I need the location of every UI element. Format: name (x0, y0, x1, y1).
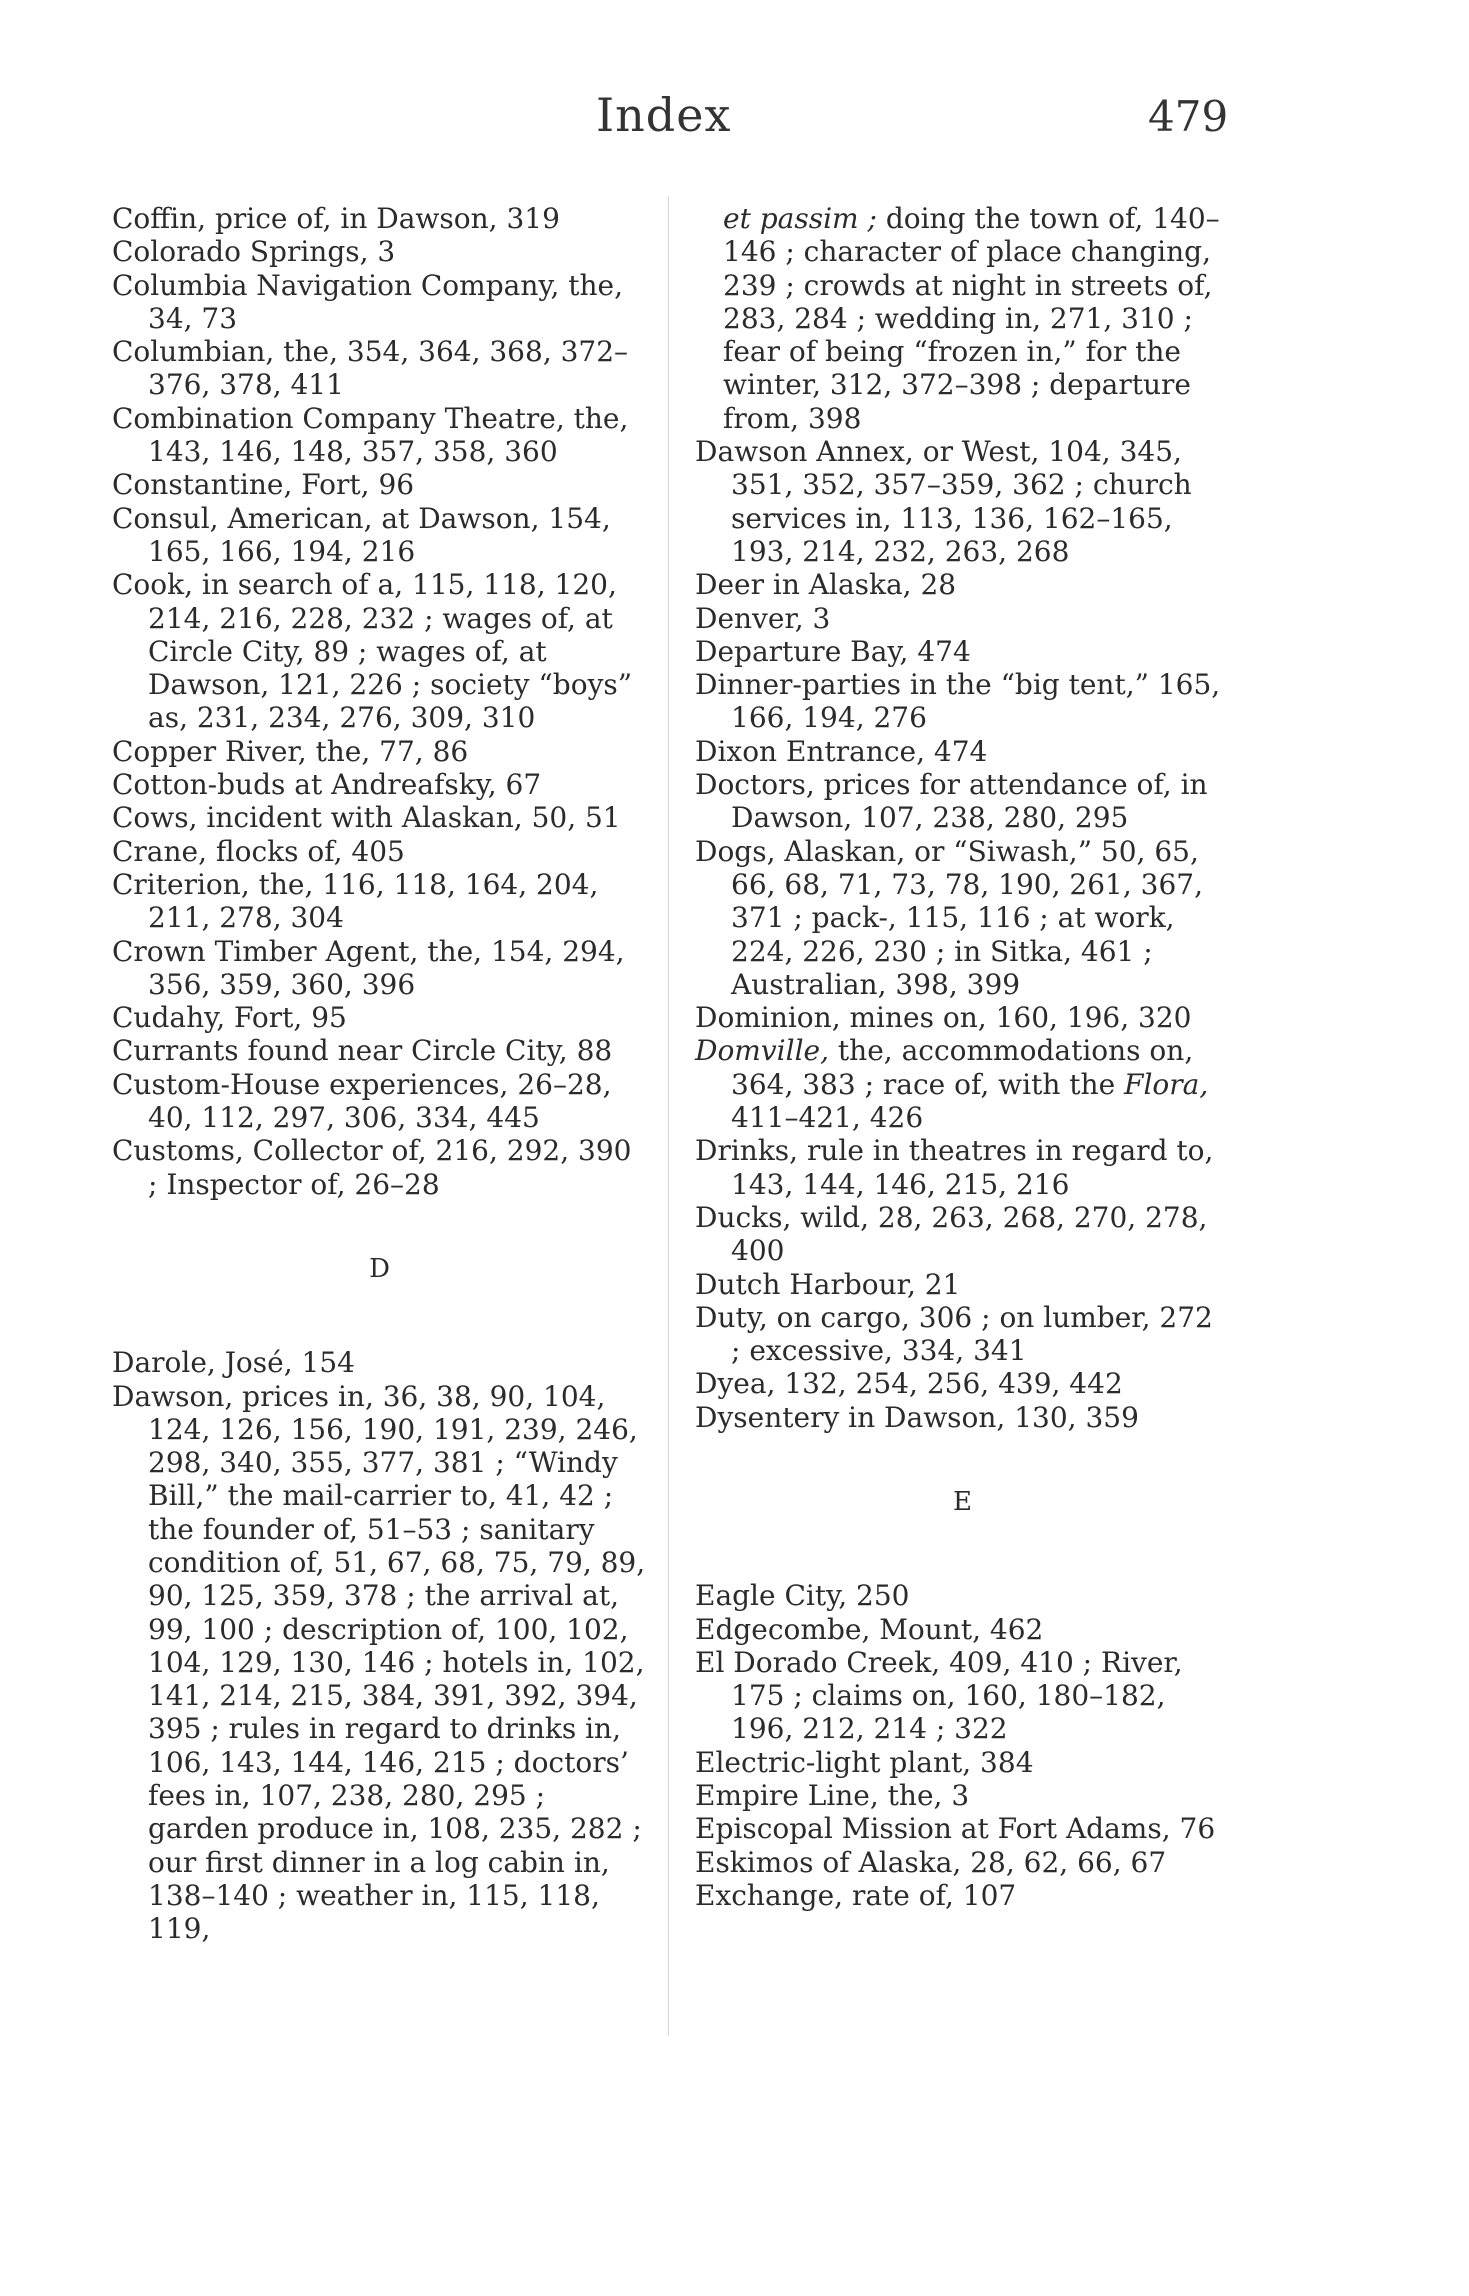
column-divider (668, 196, 669, 2036)
index-entry: Empire Line, the, 3 (695, 1779, 970, 1813)
index-entry: Custom-House experiences, 26–28, 40, 112, 297, 306, 334, 445 (112, 1067, 612, 1135)
index-entry: Duty, on cargo, 306 ; on lumber, 272 ; excessive, 334, 341 (695, 1300, 1213, 1368)
index-entry: Ducks, wild, 28, 263, 268, 270, 278, 400 (695, 1200, 1208, 1268)
running-title: Index (596, 88, 732, 142)
index-entry: Dysentery in Dawson, 130, 359 (695, 1400, 1139, 1434)
index-entry: Edgecombe, Mount, 462 (695, 1612, 1044, 1646)
index-entry: Constantine, Fort, 96 (112, 468, 415, 502)
index-entry: Electric-light plant, 384 (695, 1745, 1034, 1779)
index-entry: Episcopal Mission at Fort Adams, 76 (695, 1812, 1216, 1846)
index-entry: Coffin, price of, in Dawson, 319 (112, 202, 560, 235)
italic-term: Flora, (1124, 1067, 1209, 1101)
index-entry: Consul, American, at Dawson, 154, 165, 166, 194, 216 (112, 501, 611, 568)
index-entry: Crown Timber Agent, the, 154, 294, 356, 359, 360, 396 (112, 934, 625, 1001)
italic-term: Domville, (695, 1034, 830, 1068)
index-entry: Eskimos of Alaska, 28, 62, 66, 67 (695, 1845, 1167, 1879)
index-entry: Dinner-parties in the “big tent,” 165, 166, 194, 276 (695, 668, 1221, 735)
index-entry-domville: Domville, the, accommodations on, 364, 383 ; race of, with the Flora, 411–421, 426 (695, 1034, 1209, 1135)
section-letter-d: D (369, 1253, 390, 1284)
index-entry: Darole, José, 154 (112, 1346, 355, 1380)
index-entry: Combination Company Theatre, the, 143, 146, 148, 357, 358, 360 (112, 401, 629, 469)
italic-term: et passim ; (723, 202, 877, 235)
index-entry: Denver, 3 (695, 601, 831, 635)
index-entry: Cotton-buds at Andreafsky, 67 (112, 768, 542, 802)
section-letter-e: E (953, 1486, 972, 1517)
index-entry: Colorado Springs, 3 (112, 235, 396, 269)
page-header (0, 88, 1469, 148)
index-entry: Dominion, mines on, 160, 196, 320 (695, 1001, 1192, 1035)
index-entry: Dawson, prices in, 36, 38, 90, 104, 124, 126, 156, 190, 191, 239, 246, 298, 340, 355, 377, 381 ; “Windy Bill,” the mail-carrier to, 41, 42 ; the founder of, 51–53 ; sanitary condition of, 51, 67, 68, 75, 79, 89, 90, 125, 359, 378 ; the arrival at, 99, 100 ; description of, 100, 102, 104, 129, 130, 146 ; hotels in, 102, 141, 214, 215, 384, 391, 392, 394, 395 ; rules in regard to drinks in, 106, 143, 144, 146, 215 ; doctors’ fees in, 107, 238, 280, 295 ; garden produce in, 108, 235, 282 ; our first dinner in a log cabin in, 138–140 ; weather in, 115, 118, 119, (112, 1379, 646, 1946)
index-entry: Columbian, the, 354, 364, 368, 372–376, 378, 411 (112, 335, 629, 402)
index-entry: Cows, incident with Alaskan, 50, 51 (112, 801, 621, 835)
index-entry: Copper River, the, 77, 86 (112, 734, 469, 768)
index-entry: Dutch Harbour, 21 (695, 1267, 961, 1301)
index-entry: Cudahy, Fort, 95 (112, 1001, 347, 1035)
right-column (695, 202, 1230, 1912)
index-entry: Dixon Entrance, 474 (695, 734, 988, 768)
index-entry: Dawson Annex, or West, 104, 345, 351, 352, 357–359, 362 ; church services in, 113, 136, 162–165, 193, 214, 232, 263, 268 (695, 435, 1192, 568)
index-entry: Customs, Collector of, 216, 292, 390 ; Inspector of, 26–28 (112, 1134, 632, 1201)
index-entry: Doctors, prices for attendance of, in Dawson, 107, 238, 280, 295 (695, 768, 1208, 835)
index-entry: Criterion, the, 116, 118, 164, 204, 211, 278, 304 (112, 867, 599, 935)
left-column (112, 202, 647, 1946)
index-entry-continuation: et passim ; doing the town of, 140–146 ; character of place changing, 239 ; crowds at night in streets of, 283, 284 ; wedding in, 271, 310 ; fear of being “frozen in,” for the winter, 312, 372–398 ; departure from, 398 (723, 202, 1220, 435)
index-entry: El Dorado Creek, 409, 410 ; River, 175 ; claims on, 160, 180–182, 196, 212, 214 ; 322 (695, 1645, 1183, 1746)
index-entry: Dogs, Alaskan, or “Siwash,” 50, 65, 66, 68, 71, 73, 78, 190, 261, 367, 371 ; pack-, 115, 116 ; at work, 224, 226, 230 ; in Sitka, 461 ; Australian, 398, 399 (695, 834, 1203, 1001)
index-entry: Departure Bay, 474 (695, 634, 971, 668)
index-entry: Exchange, rate of, 107 (695, 1878, 1017, 1912)
index-entry: Crane, flocks of, 405 (112, 834, 405, 868)
index-entry: Columbia Navigation Company, the, 34, 73 (112, 268, 624, 335)
index-entry: Deer in Alaska, 28 (695, 568, 957, 602)
page-number: 479 (1148, 92, 1229, 141)
index-entry: Dyea, 132, 254, 256, 439, 442 (695, 1367, 1123, 1401)
index-entry: Eagle City, 250 (695, 1579, 910, 1613)
index-entry: Currants found near Circle City, 88 (112, 1034, 613, 1068)
index-entry: Cook, in search of a, 115, 118, 120, 214, 216, 228, 232 ; wages of, at Circle City, 89 ; wages of, at Dawson, 121, 226 ; society “boys” as, 231, 234, 276, 309, 310 (112, 568, 633, 735)
index-entry: Drinks, rule in theatres in regard to, 143, 144, 146, 215, 216 (695, 1134, 1214, 1201)
